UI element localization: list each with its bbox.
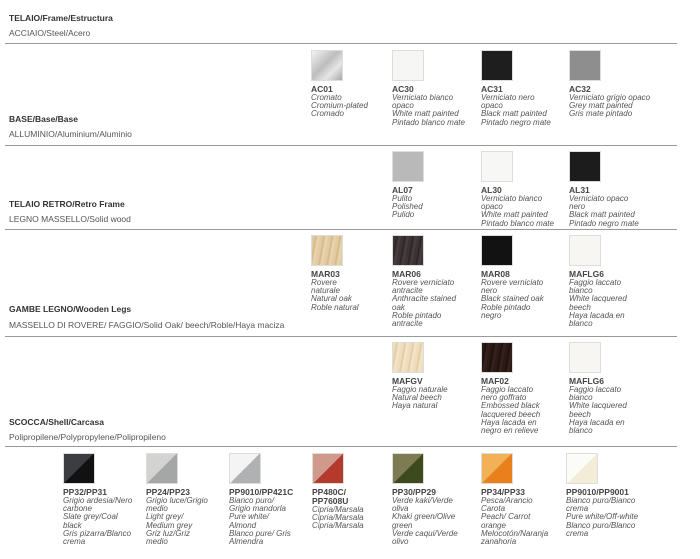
swatch-description: Grigio ardesia/Nero carbone Slate grey/Coal black Gris pizarra/Blanco crema bbox=[63, 496, 133, 547]
color-chip bbox=[569, 342, 601, 373]
color-chip bbox=[392, 235, 424, 266]
color-chip bbox=[392, 342, 424, 373]
swatch-description: Verniciato grigio opaco Grey matt painted Gris mate pintado bbox=[569, 93, 651, 119]
color-chip bbox=[392, 50, 424, 81]
swatch-description: Verniciato opaco nero Black matt painted Pintado negro mate bbox=[569, 194, 639, 228]
section-title-retro-frame: TELAIO RETRO/Retro Frame bbox=[9, 199, 125, 209]
section-title-frame: TELAIO/Frame/Estructura bbox=[9, 13, 113, 23]
swatch-description: Pesca/Arancio Carota Peach/ Carrot orange Melocotón/Naranja zanahoria bbox=[481, 496, 549, 547]
swatch-pp9010-pp421c bbox=[229, 453, 309, 546]
swatch-pp480c-pp7608u bbox=[312, 453, 392, 531]
swatch-description: Grigio luce/Grigio medio Light grey/ Medium grey Griz luz/Griz medio bbox=[146, 496, 208, 547]
swatch-code: MAR06 bbox=[392, 269, 421, 279]
color-chip bbox=[392, 453, 424, 484]
color-chip bbox=[229, 453, 261, 484]
color-chip bbox=[481, 151, 513, 182]
color-chip bbox=[311, 235, 343, 266]
swatch-code: AC01 bbox=[311, 84, 333, 94]
swatch-description: Rovere verniciato antracite Anthracite stained oak Roble pintado antracite bbox=[392, 278, 457, 329]
divider bbox=[5, 43, 677, 44]
swatch-description: Cipria/Marsala Cipria/Marsala Cipria/Marsala bbox=[312, 505, 364, 531]
color-chip bbox=[569, 50, 601, 81]
swatch-code: MAFGV bbox=[392, 376, 423, 386]
swatch-code: PP32/PP31 bbox=[63, 487, 107, 497]
swatch-code: PP34/PP33 bbox=[481, 487, 525, 497]
swatch-code: MAR08 bbox=[481, 269, 510, 279]
swatch-mar03 bbox=[311, 235, 401, 312]
section-subtitle-frame: ACCIAIO/Steel/Acero bbox=[9, 28, 91, 38]
swatch-pp24-pp23 bbox=[146, 453, 226, 546]
swatch-description: Rovere verniciato nero Black stained oak Roble pintado negro bbox=[481, 278, 544, 320]
section-title-wooden-legs: GAMBE LEGNO/Wooden Legs bbox=[9, 304, 132, 314]
swatch-description: Pulito Polished Pulido bbox=[392, 194, 423, 220]
swatch-maflg6-legs bbox=[569, 342, 659, 435]
swatch-code: PP24/PP23 bbox=[146, 487, 190, 497]
section-subtitle-retro-frame: LEGNO MASSELLO/Solid wood bbox=[9, 214, 131, 224]
swatch-pp9010-pp9001 bbox=[566, 453, 666, 538]
color-chip bbox=[481, 342, 513, 373]
color-chip bbox=[312, 453, 344, 484]
swatch-code: AC32 bbox=[569, 84, 591, 94]
swatch-code: PP9010/PP421C bbox=[229, 487, 294, 497]
color-chip bbox=[569, 235, 601, 266]
swatch-maflg6 bbox=[569, 235, 659, 328]
swatch-code: AL31 bbox=[569, 185, 590, 195]
swatch-code: PP480C/ PP7608U bbox=[312, 487, 349, 506]
swatch-code: AL07 bbox=[392, 185, 413, 195]
swatch-pp34-pp33 bbox=[481, 453, 561, 546]
swatch-description: Faggio naturale Natural beech Haya natural bbox=[392, 385, 448, 411]
swatch-ac32 bbox=[569, 50, 659, 119]
swatch-code: AL30 bbox=[481, 185, 502, 195]
swatch-description: Rovere naturale Natural oak Roble natural bbox=[311, 278, 359, 312]
swatch-code: MAR03 bbox=[311, 269, 340, 279]
swatch-description: Bianco puro/Bianco crema Pure white/Off-white Blanco puro/Blanco crema bbox=[566, 496, 639, 538]
section-subtitle-shell: Polipropilene/Polypropylene/Polipropileno bbox=[9, 432, 166, 442]
swatch-maf02 bbox=[481, 342, 571, 435]
divider bbox=[5, 145, 677, 146]
swatch-description: Verde kaki/Verde oliva Khaki green/Olive green Verde caqui/Verde olivo bbox=[392, 496, 458, 547]
swatch-mar08 bbox=[481, 235, 571, 320]
swatch-code: PP30/PP29 bbox=[392, 487, 436, 497]
swatch-description: Faggio laccato nero goffrato Embossed black lacquered beech Haya lacada en negro en relieve bbox=[481, 385, 541, 436]
swatch-code: AC31 bbox=[481, 84, 503, 94]
swatch-code: AC30 bbox=[392, 84, 414, 94]
swatch-mafgv bbox=[392, 342, 482, 411]
swatch-al07 bbox=[392, 151, 482, 220]
section-subtitle-base: ALLUMINIO/Aluminium/Aluminio bbox=[9, 129, 132, 139]
swatch-code: PP9010/PP9001 bbox=[566, 487, 629, 497]
color-chip bbox=[569, 151, 601, 182]
swatch-code: MAFLG6 bbox=[569, 269, 604, 279]
swatch-al30 bbox=[481, 151, 571, 228]
section-title-shell: SCOCCA/Shell/Carcasa bbox=[9, 417, 104, 427]
swatch-pp30-pp29 bbox=[392, 453, 472, 546]
swatch-description: Faggio laccato bianco White lacquered beech Haya lacada en blanco bbox=[569, 385, 627, 436]
divider bbox=[5, 446, 677, 447]
swatch-ac31 bbox=[481, 50, 571, 127]
color-chip bbox=[63, 453, 95, 484]
swatch-description: Verniciato bianco opaco White matt painted Pintado blanco mate bbox=[392, 93, 465, 127]
divider bbox=[5, 229, 677, 230]
color-chip bbox=[311, 50, 343, 81]
section-subtitle-wooden-legs: MASSELLO DI ROVERE/ FAGGIO/Solid Oak/ beech/Roble/Haya maciza bbox=[9, 320, 285, 330]
swatch-ac01 bbox=[311, 50, 401, 119]
swatch-ac30 bbox=[392, 50, 482, 127]
swatch-description: Bianco puro/ Grigio mandorla Pure white/ Almond Blanco pure/ Gris Almendra bbox=[229, 496, 291, 547]
divider bbox=[5, 336, 677, 337]
swatch-description: Verniciato nero opaco Black matt painted Pintado negro mate bbox=[481, 93, 551, 127]
color-chip bbox=[566, 453, 598, 484]
color-chip bbox=[481, 453, 513, 484]
swatch-pp32-pp31 bbox=[63, 453, 143, 546]
color-chip bbox=[481, 235, 513, 266]
swatch-description: Verniciato bianco opaco White matt painted Pintado blanco mate bbox=[481, 194, 554, 228]
swatch-al31 bbox=[569, 151, 659, 228]
swatch-code: MAFLG6 bbox=[569, 376, 604, 386]
swatch-mar06 bbox=[392, 235, 482, 328]
color-chip bbox=[392, 151, 424, 182]
swatch-description: Faggio laccato bianco White lacquered beech Haya lacada en blanco bbox=[569, 278, 627, 329]
section-title-base: BASE/Base/Base bbox=[9, 114, 78, 124]
swatch-description: Cromato Cromium-plated Cromado bbox=[311, 93, 368, 119]
swatch-code: MAF02 bbox=[481, 376, 509, 386]
color-chip bbox=[146, 453, 178, 484]
color-chip bbox=[481, 50, 513, 81]
